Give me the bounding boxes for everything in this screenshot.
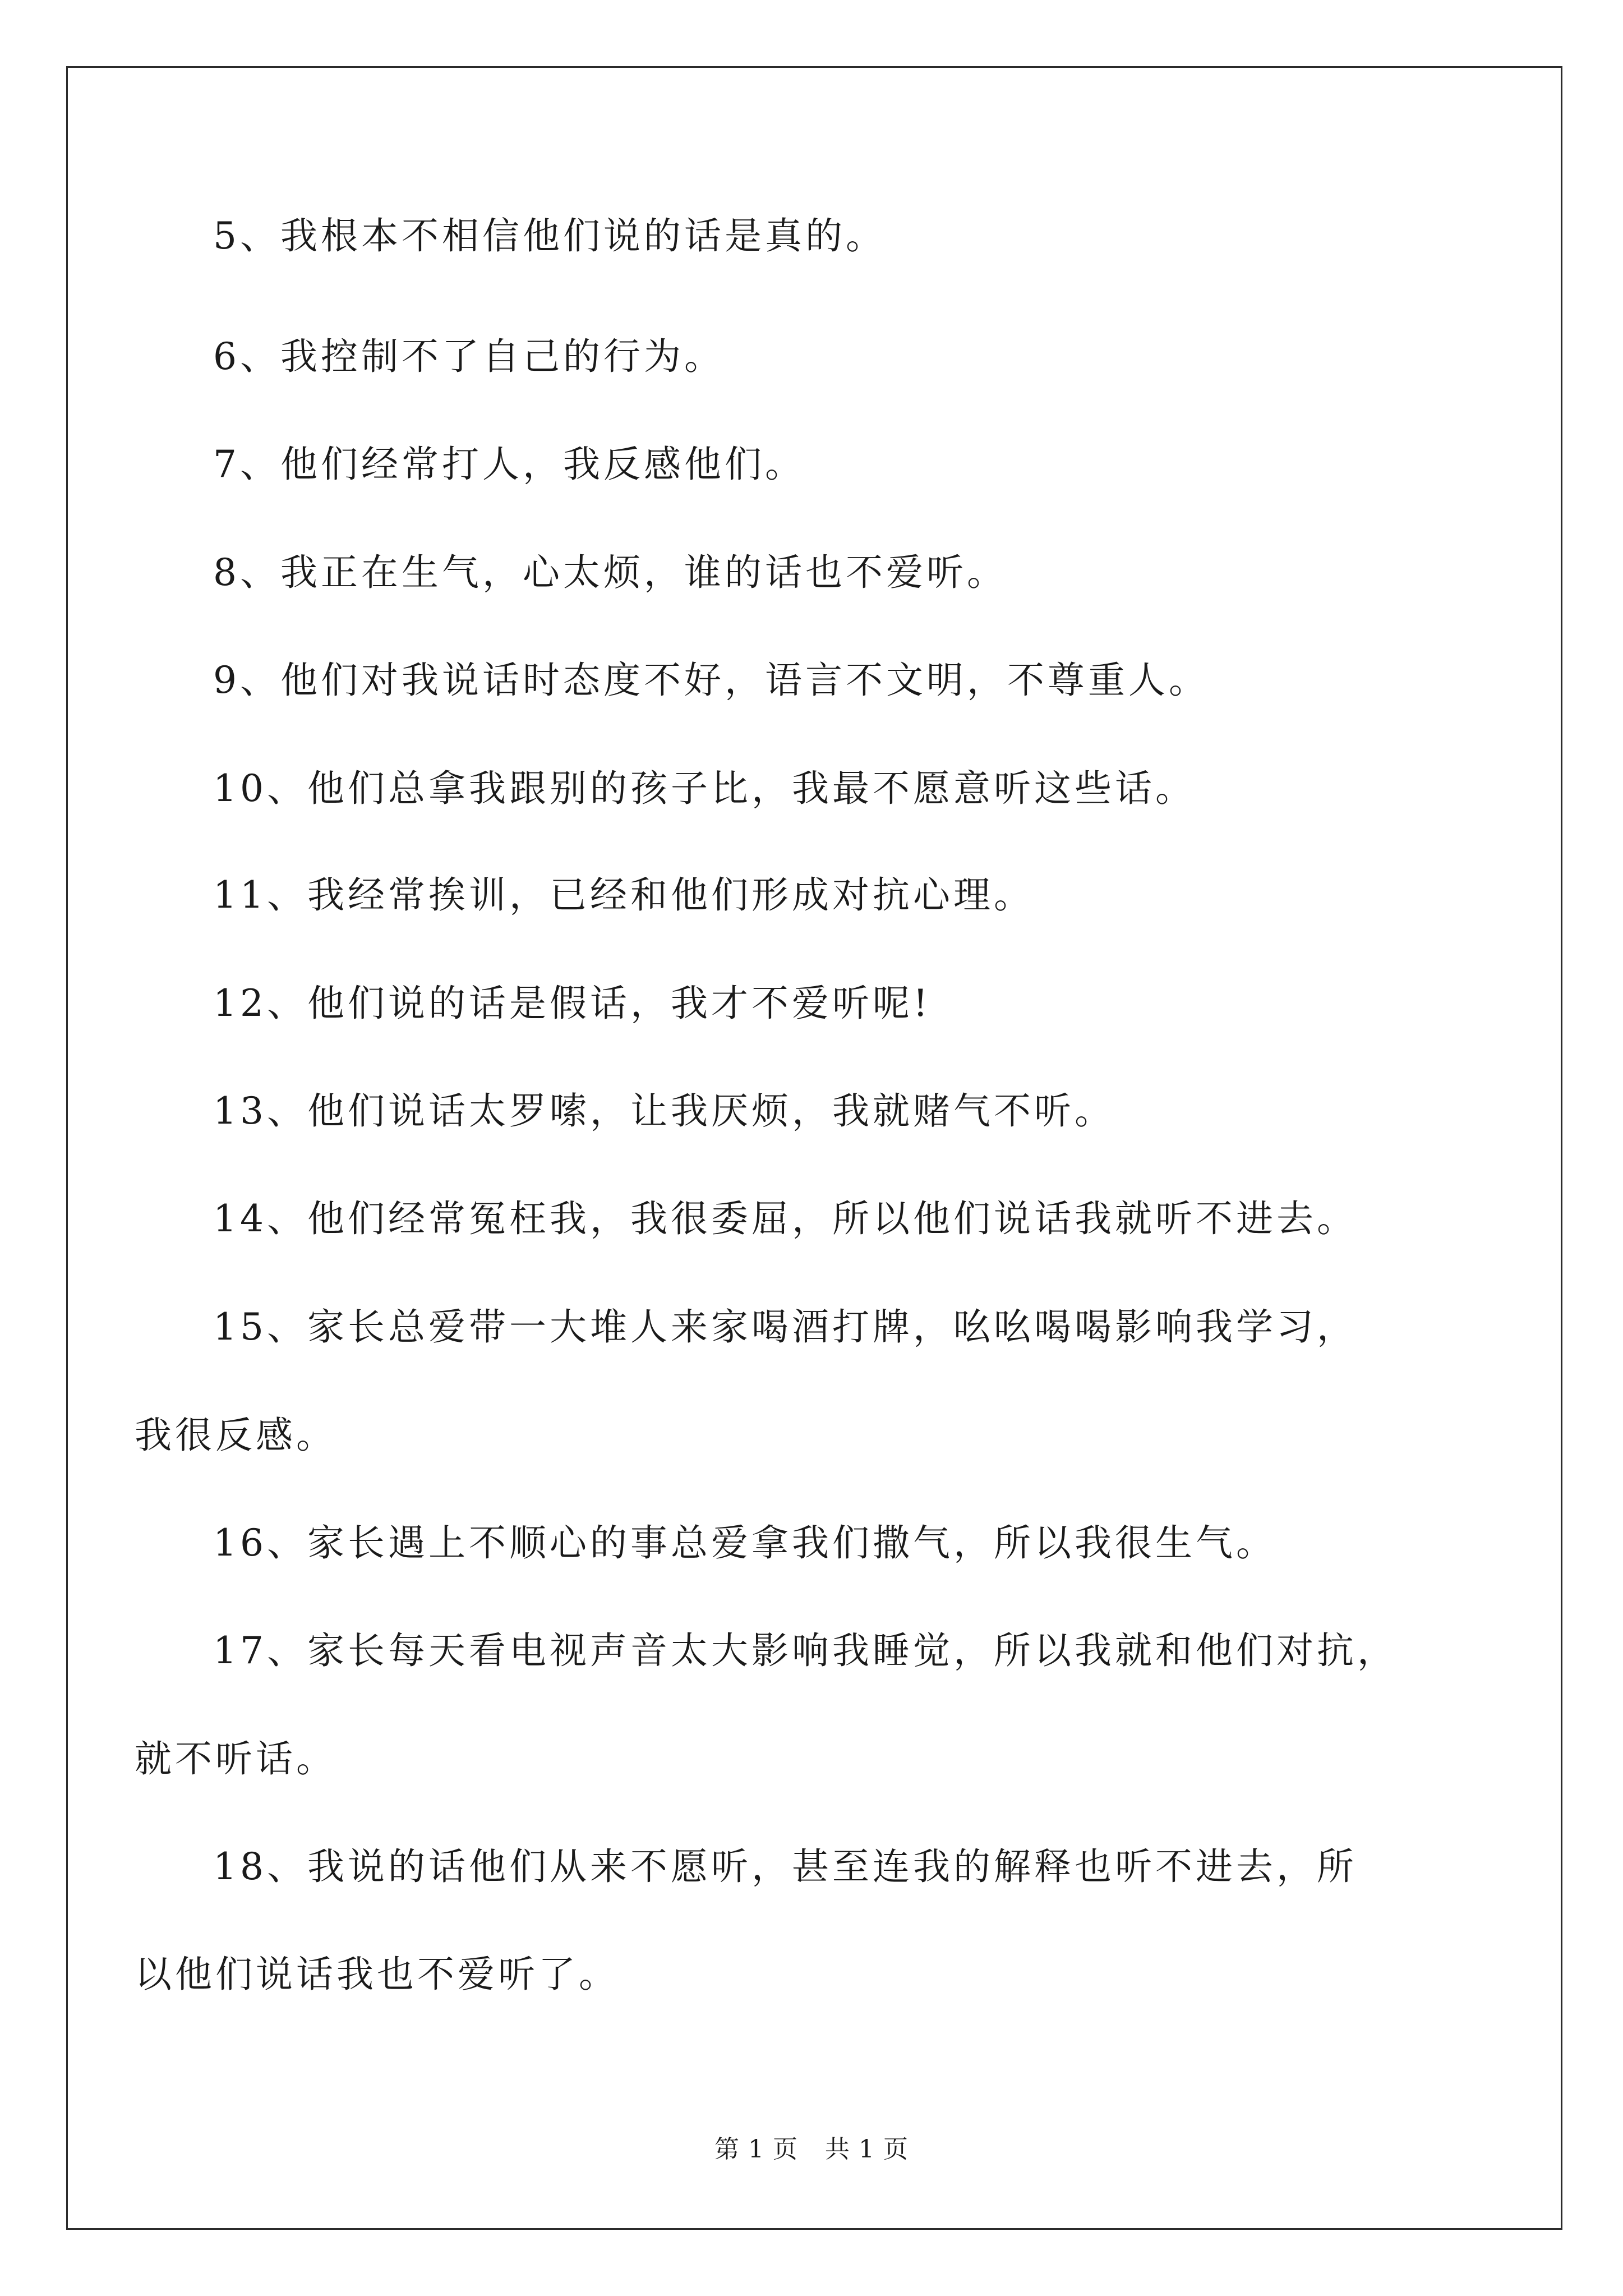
paragraph-18-line-1: 18、我说的话他们从来不愿听，甚至连我的解释也听不进去，所 bbox=[213, 1845, 1357, 1888]
paragraph-8: 8、我正在生气，心太烦，谁的话也不爱听。 bbox=[213, 551, 1007, 594]
paragraph-9: 9、他们对我说话时态度不好，语言不文明，不尊重人。 bbox=[213, 659, 1209, 702]
paragraph-17-line-2: 就不听话。 bbox=[135, 1737, 336, 1780]
paragraph-14: 14、他们经常冤枉我，我很委屈，所以他们说话我就听不进去。 bbox=[213, 1197, 1357, 1240]
paragraph-5: 5、我根本不相信他们说的话是真的。 bbox=[213, 214, 886, 257]
page-border bbox=[66, 66, 1562, 2230]
paragraph-11: 11、我经常挨训，已经和他们形成对抗心理。 bbox=[213, 873, 1034, 917]
paragraph-15-line-2: 我很反感。 bbox=[135, 1414, 336, 1457]
paragraph-7: 7、他们经常打人，我反感他们。 bbox=[213, 443, 805, 486]
paragraph-18-line-2: 以他们说话我也不爱听了。 bbox=[135, 1953, 619, 1996]
paragraph-10: 10、他们总拿我跟别的孩子比，我最不愿意听这些话。 bbox=[213, 767, 1196, 810]
paragraph-16: 16、家长遇上不顺心的事总爱拿我们撒气，所以我很生气。 bbox=[213, 1521, 1276, 1565]
paragraph-17-line-1: 17、家长每天看电视声音太大影响我睡觉，所以我就和他们对抗， bbox=[213, 1629, 1398, 1672]
page-total: 共 1 页 bbox=[825, 2135, 909, 2164]
paragraph-6: 6、我控制不了自己的行为。 bbox=[213, 335, 725, 378]
paragraph-12: 12、他们说的话是假话，我才不爱听呢! bbox=[213, 982, 932, 1025]
paragraph-15-line-1: 15、家长总爱带一大堆人来家喝酒打牌，吆吆喝喝影响我学习， bbox=[213, 1305, 1357, 1349]
page-number: 第 1 页 bbox=[714, 2135, 798, 2164]
page-footer bbox=[0, 2137, 1623, 2162]
paragraph-13: 13、他们说话太罗嗦，让我厌烦，我就赌气不听。 bbox=[213, 1089, 1115, 1133]
